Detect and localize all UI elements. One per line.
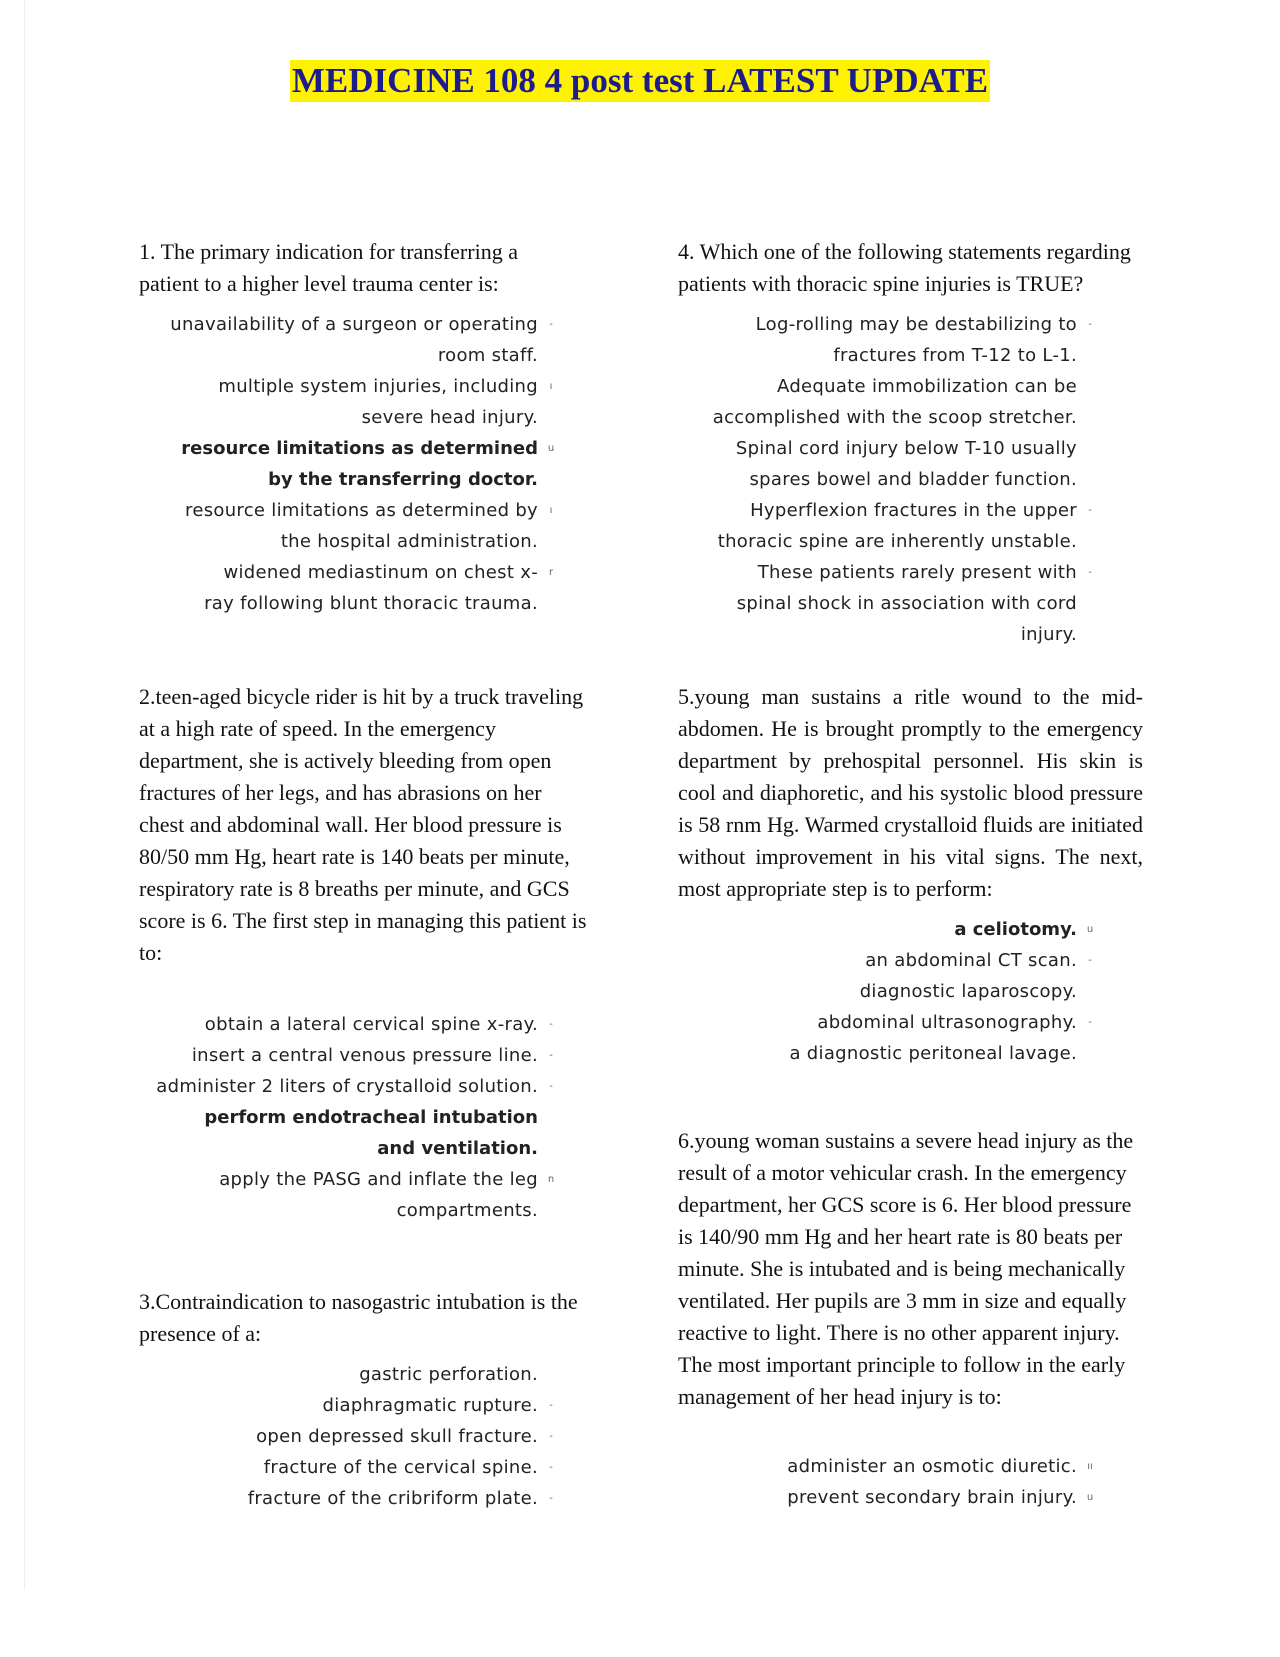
option[interactable] [678, 1038, 1103, 1069]
page-edge [24, 0, 25, 1590]
option-text: open depressed skull fracture. [256, 1426, 538, 1447]
options-list [139, 1009, 564, 1226]
option-mark: - [549, 1050, 553, 1061]
option[interactable] [139, 1164, 564, 1226]
option[interactable] [678, 495, 1103, 557]
option[interactable] [678, 433, 1103, 495]
spacer [678, 1069, 1148, 1125]
option-text: diaphragmatic rupture. [322, 1395, 538, 1416]
question-block-3 [139, 1286, 604, 1514]
spacer [139, 1226, 604, 1286]
option-text: unavailability of a surgeon or operating room staff. [170, 314, 538, 366]
option[interactable] [139, 1359, 564, 1390]
option-mark: - [549, 1462, 553, 1473]
option[interactable] [139, 309, 564, 371]
question-text: 1. The primary indication for transferring a patient to a higher level trauma center is: [139, 239, 518, 296]
option-mark: r [548, 567, 554, 578]
option[interactable] [139, 1071, 564, 1102]
options-list [678, 914, 1103, 1069]
left-column [139, 236, 604, 1514]
option[interactable] [678, 1007, 1103, 1038]
option[interactable] [678, 914, 1103, 945]
option-text: insert a central venous pressure line. [191, 1045, 538, 1066]
option-mark: - [549, 1081, 553, 1092]
option-text: multiple system injuries, including severe head injury. [218, 376, 538, 428]
option[interactable] [139, 1421, 564, 1452]
options-list [678, 1451, 1103, 1513]
right-column [678, 236, 1148, 1513]
option-mark: - [549, 1019, 553, 1030]
option[interactable] [139, 1390, 564, 1421]
option[interactable] [139, 1009, 564, 1040]
question-text: 4. Which one of the following statements regarding patients with thoracic spine injuries is TRUE? [678, 239, 1131, 296]
option-text: Hyperflexion fractures in the upper thoracic spine are inherently unstable. [717, 500, 1077, 552]
option[interactable] [678, 1451, 1103, 1482]
question-text: 2.teen-aged bicycle rider is hit by a truck traveling at a high rate of speed. In the emergency department, she is actively bleeding from open fractures of her legs, and has abrasions on her chest and abdominal wall. Her blood pressure is 80/50 mm Hg, heart rate is 140 beats per minute, respiratory rate is 8 breaths per minute, and GCS score is 6. The first step in managing this patient is to: [139, 684, 587, 965]
option-text: resource limitations as determined by the transferring doctor. [181, 438, 538, 490]
option-text: administer 2 liters of crystalloid solution. [156, 1076, 538, 1097]
option-text: Spinal cord injury below T-10 usually spares bowel and bladder function. [735, 438, 1077, 490]
option-mark: - [1088, 319, 1092, 330]
question-text: 3.Contraindication to nasogastric intubation is the presence of a: [139, 1289, 578, 1346]
spacer [678, 650, 1148, 681]
option[interactable] [139, 1483, 564, 1514]
options-list [139, 309, 564, 619]
option[interactable] [139, 1102, 564, 1164]
option[interactable] [139, 1040, 564, 1071]
option[interactable] [139, 557, 564, 619]
spacer [139, 619, 604, 681]
option-mark: - [1088, 955, 1092, 966]
option-mark: n [547, 1174, 555, 1185]
option[interactable] [139, 1452, 564, 1483]
option[interactable] [678, 557, 1103, 650]
question-block-1 [139, 236, 604, 619]
option[interactable] [139, 433, 564, 495]
option-mark: - [549, 319, 553, 330]
title-wrap [0, 60, 1280, 102]
option[interactable] [678, 1482, 1103, 1513]
option-mark: - [1088, 505, 1092, 516]
question-text: 6.young woman sustains a severe head injury as the result of a motor vehicular crash. In the emergency department, her GCS score is 6. Her blood pressure is 140/90 mm Hg and her heart rate is 80 beats per minute. She is intubated and is being mechanically ventilated. Her pupils are 3 mm in size and equally reactive to light. There is no other apparent injury. The most important principle to follow in the early management of her head injury is to: [678, 1128, 1134, 1409]
option-text: apply the PASG and inflate the leg compartments. [219, 1169, 538, 1221]
options-list [678, 309, 1103, 650]
question-block-6 [678, 1125, 1148, 1513]
option[interactable] [678, 976, 1103, 1007]
option-text: a celiotomy. [954, 919, 1077, 940]
options-list [139, 1359, 564, 1514]
option-text: Log-rolling may be destabilizing to fractures from T-12 to L-1. [755, 314, 1077, 366]
question-block-2 [139, 681, 604, 1226]
option-text: gastric perforation. [359, 1364, 538, 1385]
option-text: an abdominal CT scan. [865, 950, 1077, 971]
option-mark: ı [549, 505, 553, 516]
option-mark: u [1086, 1492, 1094, 1503]
option[interactable] [678, 371, 1103, 433]
option[interactable] [678, 309, 1103, 371]
option-mark: - [549, 1493, 553, 1504]
option-text: widened mediastinum on chest x-ray following blunt thoracic trauma. [204, 562, 538, 614]
option-text: obtain a lateral cervical spine x-ray. [204, 1014, 538, 1035]
option-text: diagnostic laparoscopy. [859, 981, 1077, 1002]
option[interactable] [139, 371, 564, 433]
option-text: Adequate immobilization can be accomplished with the scoop stretcher. [712, 376, 1077, 428]
question-text: 5.young man sustains a ritle wound to the mid-abdomen. He is brought promptly to the emergency department by prehospital personnel. His skin is cool and diaphoretic, and his systolic blood pressure is 58 rnm Hg. Warmed crystalloid fluids are initiated without improvement in his vital signs. The next, most appropriate step is to perform: [678, 684, 1143, 901]
option-mark: - [1088, 1017, 1092, 1028]
option-mark: - [1088, 567, 1092, 578]
option-text: fracture of the cervical spine. [263, 1457, 538, 1478]
option-mark: u [547, 443, 555, 454]
question-block-4 [678, 236, 1148, 650]
option-mark: - [549, 1431, 553, 1442]
option-text: perform endotracheal intubation and ventilation. [204, 1107, 538, 1159]
option-text: a diagnostic peritoneal lavage. [789, 1043, 1077, 1064]
page-title: MEDICINE 108 4 post test LATEST UPDATE [291, 61, 989, 100]
question-block-5 [678, 681, 1148, 1069]
option-text: resource limitations as determined by the hospital administration. [185, 500, 538, 552]
option-text: prevent secondary brain injury. [787, 1487, 1077, 1508]
option-mark: ı [549, 381, 553, 392]
option-text: These patients rarely present with spinal shock in association with cord injury. [736, 562, 1077, 645]
option-text: abdominal ultrasonography. [817, 1012, 1077, 1033]
option-mark: u [1086, 924, 1094, 935]
option-text: administer an osmotic diuretic. [787, 1456, 1077, 1477]
option-text: fracture of the cribriform plate. [247, 1488, 538, 1509]
option-mark: - [549, 1400, 553, 1411]
option[interactable] [678, 945, 1103, 976]
option[interactable] [139, 495, 564, 557]
option-mark: ıı [1087, 1461, 1093, 1472]
